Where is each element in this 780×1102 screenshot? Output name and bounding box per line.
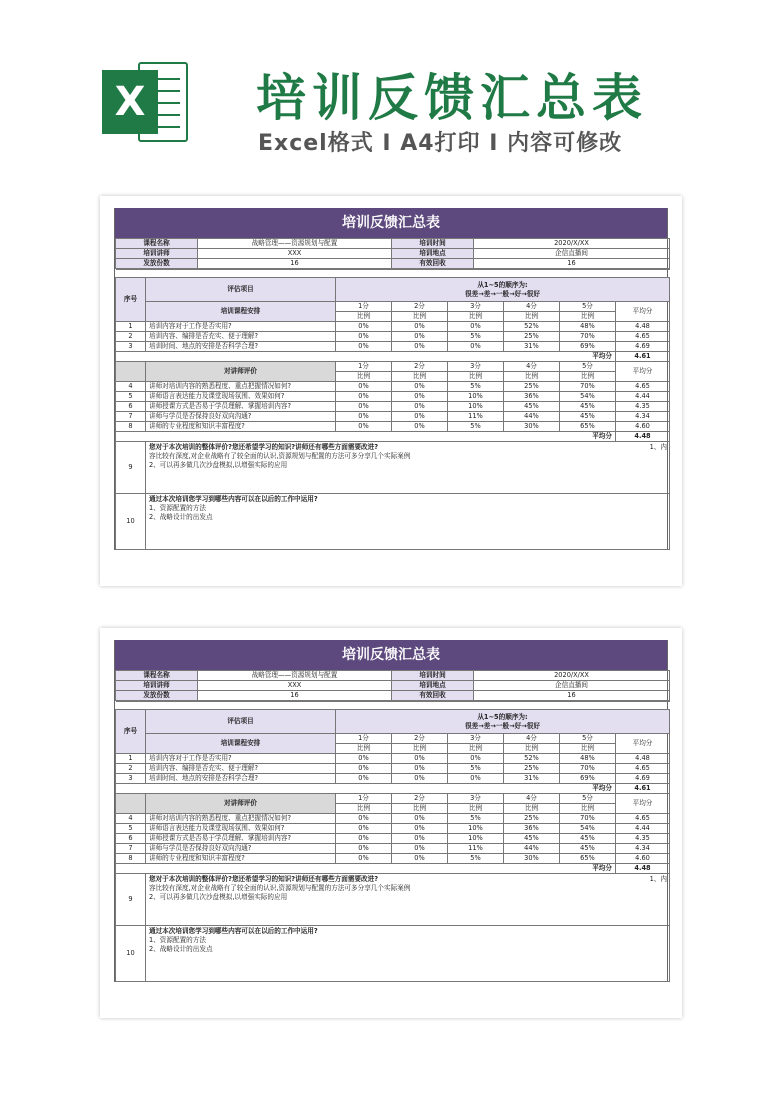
banner-subtitle: Excel格式 I A4打印 I 内容可修改 [258, 131, 623, 156]
table-row [116, 342, 670, 352]
row-average: 4.48 [616, 754, 670, 764]
question-10-answer-1: 1、资源配置的方法 [149, 504, 206, 512]
row-number: 4 [116, 814, 146, 824]
score-header: 5分 [560, 734, 616, 744]
row-ratio: 69% [560, 774, 616, 784]
ratio-header: 比例 [504, 372, 560, 382]
score-header: 1分 [336, 302, 392, 312]
course-label: 课程名称 [116, 239, 198, 249]
row-ratio: 65% [560, 854, 616, 864]
evaluation-table [115, 269, 670, 550]
score-header: 2分 [392, 362, 448, 372]
row-ratio: 0% [336, 332, 392, 342]
row-average: 4.60 [616, 422, 670, 432]
row-ratio: 0% [336, 824, 392, 834]
score-header-row [116, 734, 670, 744]
score-header: 5分 [560, 362, 616, 372]
header-row [116, 710, 670, 734]
feedback-sheet-1 [114, 208, 668, 550]
row-ratio: 0% [392, 332, 448, 342]
row-ratio: 5% [448, 814, 504, 824]
row-ratio: 70% [560, 814, 616, 824]
row-ratio: 0% [336, 754, 392, 764]
question-9-note: 1、内 [649, 443, 667, 451]
row-number: 2 [116, 764, 146, 774]
question-10-box [146, 926, 670, 982]
row-average: 4.65 [616, 382, 670, 392]
row-ratio: 45% [504, 834, 560, 844]
row-ratio: 69% [560, 342, 616, 352]
row-item: 培训内容、编排是否充实、便于理解? [146, 332, 336, 342]
row-ratio: 52% [504, 322, 560, 332]
row-ratio: 30% [504, 854, 560, 864]
header-row [116, 278, 670, 302]
place-label: 培训地点 [392, 681, 474, 691]
no-header: 序号 [116, 278, 146, 322]
section2-average-row [116, 864, 670, 874]
order-line-2: 很差→差→一般→好→很好 [465, 721, 540, 730]
info-row [116, 681, 670, 691]
score-header: 4分 [504, 794, 560, 804]
question-10-no: 10 [116, 494, 146, 550]
ratio-header: 比例 [448, 372, 504, 382]
ratio-header: 比例 [504, 312, 560, 322]
issued-label: 发放份数 [116, 259, 198, 269]
question-10-no: 10 [116, 926, 146, 982]
avg-header: 平均分 [616, 734, 670, 754]
row-ratio: 70% [560, 332, 616, 342]
row-item: 讲师与学员是否保持良好双向沟通? [146, 844, 336, 854]
returned-label: 有效回收 [392, 691, 474, 701]
question-10-answer-2: 2、战略设计的出发点 [149, 945, 213, 953]
ratio-header: 比例 [336, 744, 392, 754]
row-ratio: 0% [336, 402, 392, 412]
section2-rows [116, 382, 670, 432]
row-number: 8 [116, 422, 146, 432]
section1-average-label: 平均分 [116, 784, 616, 794]
question-10-text: 通过本次培训您学习到哪些内容可以在以后的工作中运用? [149, 927, 318, 935]
row-ratio: 0% [336, 834, 392, 844]
item-header: 评估项目 [146, 278, 336, 302]
row-ratio: 31% [504, 342, 560, 352]
row-number: 4 [116, 382, 146, 392]
row-ratio: 0% [336, 342, 392, 352]
ratio-header: 比例 [392, 744, 448, 754]
returned-label: 有效回收 [392, 259, 474, 269]
course-value: 战略管理——资源规划与配置 [198, 671, 392, 681]
table-row [116, 392, 670, 402]
row-number: 6 [116, 834, 146, 844]
excel-icon [102, 56, 188, 148]
time-label: 培训时间 [392, 671, 474, 681]
score-header-row [116, 302, 670, 312]
row-ratio: 0% [392, 412, 448, 422]
section2-label: 对讲师评价 [146, 794, 336, 814]
question-9-answer-1: 容比较有深度,对企业战略有了较全面的认识,资源规划与配置的方法可多分享几个实际案例 [149, 884, 411, 892]
issued-value: 16 [198, 259, 392, 269]
row-ratio: 0% [336, 412, 392, 422]
table-row [116, 824, 670, 834]
lecturer-label: 培训讲师 [116, 681, 198, 691]
question-9-answer-1: 容比较有深度,对企业战略有了较全面的认识,资源规划与配置的方法可多分享几个实际案例 [149, 452, 411, 460]
row-ratio: 5% [448, 332, 504, 342]
row-ratio: 0% [392, 834, 448, 844]
row-ratio: 52% [504, 754, 560, 764]
score-header: 1分 [336, 734, 392, 744]
ratio-header: 比例 [504, 744, 560, 754]
question-9-answer-2: 2、可以再多做几次沙盘模拟,以增强实际的应用 [149, 461, 288, 469]
table-row [116, 382, 670, 392]
score-header: 1分 [336, 794, 392, 804]
ratio-header: 比例 [336, 312, 392, 322]
sheet-title: 培训反馈汇总表 [115, 208, 667, 238]
score-header: 4分 [504, 362, 560, 372]
score-header: 1分 [336, 362, 392, 372]
row-ratio: 0% [448, 754, 504, 764]
row-number: 3 [116, 774, 146, 784]
row-ratio: 0% [336, 814, 392, 824]
row-ratio: 0% [336, 322, 392, 332]
score-header: 4分 [504, 734, 560, 744]
info-row [116, 671, 670, 681]
issued-value: 16 [198, 691, 392, 701]
time-value: 2020/X/XX [474, 671, 670, 681]
avg-header: 平均分 [616, 794, 670, 814]
question-10-row [116, 926, 670, 982]
row-ratio: 0% [336, 382, 392, 392]
section2-rows [116, 814, 670, 864]
table-row [116, 754, 670, 764]
row-ratio: 0% [392, 322, 448, 332]
section2-header-row [116, 362, 670, 372]
section1-rows [116, 322, 670, 352]
question-9-note: 1、内 [649, 875, 667, 883]
question-10-answer-2: 2、战略设计的出发点 [149, 513, 213, 521]
question-9-row [116, 442, 670, 494]
avg-header: 平均分 [616, 302, 670, 322]
row-average: 4.34 [616, 412, 670, 422]
row-number: 2 [116, 332, 146, 342]
course-value: 战略管理——资源规划与配置 [198, 239, 392, 249]
row-ratio: 0% [336, 422, 392, 432]
row-number: 1 [116, 322, 146, 332]
ratio-header: 比例 [448, 312, 504, 322]
row-item: 培训内容、编排是否充实、便于理解? [146, 764, 336, 774]
ratio-header: 比例 [560, 804, 616, 814]
row-ratio: 0% [336, 774, 392, 784]
section1-average-row [116, 352, 670, 362]
row-ratio: 10% [448, 834, 504, 844]
score-header: 3分 [448, 302, 504, 312]
table-row [116, 854, 670, 864]
ratio-header: 比例 [336, 804, 392, 814]
row-number: 3 [116, 342, 146, 352]
section2-average-label: 平均分 [116, 864, 616, 874]
row-ratio: 0% [392, 422, 448, 432]
row-average: 4.65 [616, 332, 670, 342]
row-ratio: 0% [392, 854, 448, 864]
section1-rows [116, 754, 670, 784]
table-row [116, 834, 670, 844]
table-row [116, 814, 670, 824]
row-ratio: 54% [560, 824, 616, 834]
row-average: 4.69 [616, 342, 670, 352]
row-number: 6 [116, 402, 146, 412]
order-line-2: 很差→差→一般→好→很好 [465, 289, 540, 298]
row-ratio: 10% [448, 824, 504, 834]
row-ratio: 0% [392, 342, 448, 352]
score-header: 3分 [448, 734, 504, 744]
row-ratio: 70% [560, 764, 616, 774]
question-9-no: 9 [116, 874, 146, 926]
table-row [116, 402, 670, 412]
row-ratio: 0% [392, 814, 448, 824]
row-average: 4.44 [616, 392, 670, 402]
row-item: 讲师授课方式是否易于学员理解、掌握培训内容? [146, 834, 336, 844]
ratio-header: 比例 [504, 804, 560, 814]
section1-label: 培训课程安排 [146, 302, 336, 322]
row-ratio: 25% [504, 382, 560, 392]
row-number: 7 [116, 412, 146, 422]
row-average: 4.44 [616, 824, 670, 834]
table-row [116, 422, 670, 432]
section1-average-value: 4.61 [616, 784, 670, 794]
order-line-1: 从1~5的顺序为: [477, 280, 528, 289]
row-item: 培训时间、地点的安排是否科学合理? [146, 342, 336, 352]
row-ratio: 11% [448, 844, 504, 854]
row-ratio: 0% [336, 392, 392, 402]
lecturer-value: XXX [198, 681, 392, 691]
ratio-header: 比例 [448, 744, 504, 754]
row-average: 4.69 [616, 774, 670, 784]
row-item: 讲师与学员是否保持良好双向沟通? [146, 412, 336, 422]
row-ratio: 0% [336, 764, 392, 774]
ratio-header: 比例 [392, 372, 448, 382]
question-10-box [146, 494, 670, 550]
row-item: 讲师的专业程度和知识丰富程度? [146, 422, 336, 432]
item-header: 评估项目 [146, 710, 336, 734]
section1-average-row [116, 784, 670, 794]
info-row [116, 259, 670, 269]
info-row [116, 239, 670, 249]
ratio-header: 比例 [560, 744, 616, 754]
row-item: 讲师语言表达能力及课堂现场氛围、效果如何? [146, 392, 336, 402]
row-ratio: 31% [504, 774, 560, 784]
table-row [116, 412, 670, 422]
lecturer-label: 培训讲师 [116, 249, 198, 259]
section2-header-row [116, 794, 670, 804]
row-ratio: 0% [336, 844, 392, 854]
row-ratio: 10% [448, 402, 504, 412]
order-header [336, 710, 670, 734]
time-value: 2020/X/XX [474, 239, 670, 249]
score-header: 5分 [560, 794, 616, 804]
row-number: 1 [116, 754, 146, 764]
section1-average-value: 4.61 [616, 352, 670, 362]
row-ratio: 5% [448, 764, 504, 774]
row-ratio: 5% [448, 854, 504, 864]
section1-label: 培训课程安排 [146, 734, 336, 754]
row-ratio: 45% [560, 844, 616, 854]
question-9-row [116, 874, 670, 926]
ratio-header: 比例 [392, 312, 448, 322]
row-average: 4.35 [616, 402, 670, 412]
row-ratio: 0% [392, 382, 448, 392]
row-ratio: 25% [504, 814, 560, 824]
section2-average-row [116, 432, 670, 442]
row-ratio: 44% [504, 412, 560, 422]
row-item: 培训时间、地点的安排是否科学合理? [146, 774, 336, 784]
score-header: 3分 [448, 362, 504, 372]
ratio-header: 比例 [560, 372, 616, 382]
issued-label: 发放份数 [116, 691, 198, 701]
row-ratio: 10% [448, 392, 504, 402]
row-ratio: 45% [504, 402, 560, 412]
evaluation-table [115, 701, 670, 982]
ratio-header: 比例 [392, 804, 448, 814]
order-line-1: 从1~5的顺序为: [477, 712, 528, 721]
excel-letter: X [102, 70, 158, 134]
ratio-header: 比例 [448, 804, 504, 814]
row-item: 讲师对培训内容的熟悉程度、重点把握情况如何? [146, 382, 336, 392]
question-9-text: 您对于本次培训的整体评价?您还希望学习的知识?讲师还有哪些方面需要改进? [149, 875, 379, 883]
row-ratio: 70% [560, 382, 616, 392]
score-header: 4分 [504, 302, 560, 312]
question-9-box [146, 874, 670, 926]
row-ratio: 25% [504, 764, 560, 774]
course-label: 课程名称 [116, 671, 198, 681]
table-row [116, 844, 670, 854]
score-header: 2分 [392, 734, 448, 744]
row-ratio: 0% [392, 392, 448, 402]
row-ratio: 36% [504, 392, 560, 402]
feedback-sheet-2 [114, 640, 668, 982]
place-value: 企信直播间 [474, 249, 670, 259]
row-ratio: 0% [448, 322, 504, 332]
returned-value: 16 [474, 691, 670, 701]
row-average: 4.34 [616, 844, 670, 854]
info-row [116, 249, 670, 259]
row-item: 培训内容对于工作是否实用? [146, 322, 336, 332]
row-ratio: 5% [448, 422, 504, 432]
no-header: 序号 [116, 710, 146, 754]
ratio-header: 比例 [336, 372, 392, 382]
row-ratio: 54% [560, 392, 616, 402]
row-ratio: 30% [504, 422, 560, 432]
row-ratio: 0% [448, 342, 504, 352]
info-table [115, 238, 670, 269]
row-average: 4.65 [616, 814, 670, 824]
section2-average-label: 平均分 [116, 432, 616, 442]
row-ratio: 0% [392, 774, 448, 784]
row-ratio: 45% [560, 412, 616, 422]
row-ratio: 45% [560, 402, 616, 412]
row-ratio: 0% [392, 844, 448, 854]
row-ratio: 0% [448, 774, 504, 784]
row-number: 7 [116, 844, 146, 854]
section1-average-label: 平均分 [116, 352, 616, 362]
row-average: 4.60 [616, 854, 670, 864]
row-number: 5 [116, 824, 146, 834]
table-row [116, 764, 670, 774]
table-row [116, 322, 670, 332]
row-ratio: 65% [560, 422, 616, 432]
table-row [116, 332, 670, 342]
row-ratio: 48% [560, 322, 616, 332]
section2-label: 对讲师评价 [146, 362, 336, 382]
score-header: 3分 [448, 794, 504, 804]
row-ratio: 44% [504, 844, 560, 854]
question-10-text: 通过本次培训您学习到哪些内容可以在以后的工作中运用? [149, 495, 318, 503]
time-label: 培训时间 [392, 239, 474, 249]
row-ratio: 11% [448, 412, 504, 422]
sheet-title: 培训反馈汇总表 [115, 640, 667, 670]
question-9-box [146, 442, 670, 494]
place-value: 企信直播间 [474, 681, 670, 691]
banner-title: 培训反馈汇总表 [256, 69, 648, 127]
row-ratio: 0% [392, 824, 448, 834]
ratio-header: 比例 [560, 312, 616, 322]
row-number: 5 [116, 392, 146, 402]
row-ratio: 5% [448, 382, 504, 392]
row-average: 4.65 [616, 764, 670, 774]
row-ratio: 25% [504, 332, 560, 342]
question-9-no: 9 [116, 442, 146, 494]
place-label: 培训地点 [392, 249, 474, 259]
question-9-text: 您对于本次培训的整体评价?您还希望学习的知识?讲师还有哪些方面需要改进? [149, 443, 379, 451]
row-ratio: 36% [504, 824, 560, 834]
banner [0, 0, 780, 200]
lecturer-value: XXX [198, 249, 392, 259]
row-item: 讲师授课方式是否易于学员理解、掌握培训内容? [146, 402, 336, 412]
row-ratio: 0% [336, 854, 392, 864]
row-item: 讲师的专业程度和知识丰富程度? [146, 854, 336, 864]
returned-value: 16 [474, 259, 670, 269]
section2-average-value: 4.48 [616, 864, 670, 874]
row-item: 讲师对培训内容的熟悉程度、重点把握情况如何? [146, 814, 336, 824]
table-row [116, 774, 670, 784]
row-ratio: 48% [560, 754, 616, 764]
row-ratio: 0% [392, 754, 448, 764]
info-table [115, 670, 670, 701]
row-item: 讲师语言表达能力及课堂现场氛围、效果如何? [146, 824, 336, 834]
score-header: 5分 [560, 302, 616, 312]
row-item: 培训内容对于工作是否实用? [146, 754, 336, 764]
row-ratio: 45% [560, 834, 616, 844]
question-10-row [116, 494, 670, 550]
avg-header: 平均分 [616, 362, 670, 382]
question-10-answer-1: 1、资源配置的方法 [149, 936, 206, 944]
score-header: 2分 [392, 302, 448, 312]
section2-average-value: 4.48 [616, 432, 670, 442]
row-number: 8 [116, 854, 146, 864]
score-header: 2分 [392, 794, 448, 804]
row-ratio: 0% [392, 402, 448, 412]
info-row [116, 691, 670, 701]
row-average: 4.48 [616, 322, 670, 332]
order-header [336, 278, 670, 302]
row-average: 4.35 [616, 834, 670, 844]
question-9-answer-2: 2、可以再多做几次沙盘模拟,以增强实际的应用 [149, 893, 288, 901]
row-ratio: 0% [392, 764, 448, 774]
